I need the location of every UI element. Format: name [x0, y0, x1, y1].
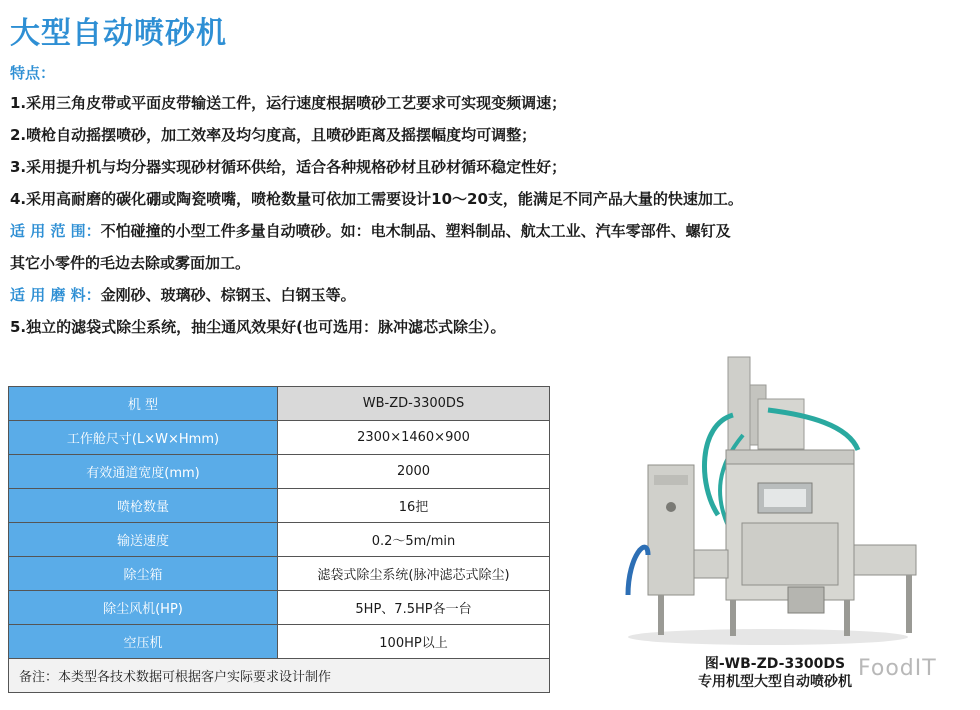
table-row: [9, 625, 550, 659]
spec-table: [8, 386, 550, 693]
table-row: [9, 387, 550, 421]
feature-3: 3.采用提升机与均分器实现砂材循环供给，适合各种规格砂材且砂材循环稳定性好；: [10, 158, 567, 176]
spec-value: 0.2～5m/min: [278, 523, 550, 557]
watermark: FoodIT: [858, 656, 937, 681]
feature-5: 5.独立的滤袋式除尘系统，抽尘通风效果好(也可选用：脉冲滤芯式除尘）。: [10, 318, 506, 336]
table-row: [9, 523, 550, 557]
machine-photo: [618, 355, 924, 647]
spec-value: WB-ZD-3300DS: [278, 387, 550, 421]
features-heading: 特点：: [10, 64, 56, 82]
table-row: [9, 489, 550, 523]
spec-value: 16把: [278, 489, 550, 523]
page-title: 大型自动喷砂机: [10, 16, 227, 51]
spec-value: 2000: [278, 455, 550, 489]
abrasive-text: 金刚砂、玻璃砂、棕钢玉、白钢玉等。: [100, 286, 356, 304]
table-row: [9, 557, 550, 591]
spec-value: 100HP以上: [278, 625, 550, 659]
spec-key: 工作舱尺寸(L×W×Hmm): [9, 421, 278, 455]
feature-4: 4.采用高耐磨的碳化硼或陶瓷喷嘴，喷枪数量可依加工需要设计10～20支，能满足不同产品大量的快速加工。: [10, 190, 743, 208]
photo-caption: [660, 655, 890, 691]
scope-text: 不怕碰撞的小型工件多量自动喷砂。如：电木制品、塑料制品、航太工业、汽车零部件、螺钉及: [100, 222, 731, 240]
table-row: [9, 455, 550, 489]
spec-key: 除尘风机(HP): [9, 591, 278, 625]
spec-value: 5HP、7.5HP各一台: [278, 591, 550, 625]
table-row: [9, 421, 550, 455]
table-note-row: [9, 659, 550, 693]
scope-label: 适 用 范 围：: [10, 222, 101, 240]
spec-value: 滤袋式除尘系统(脉冲滤芯式除尘): [278, 557, 550, 591]
caption-line-2: 专用机型大型自动喷砂机: [698, 674, 852, 690]
abrasive-line: [10, 284, 356, 305]
spec-value: 2300×1460×900: [278, 421, 550, 455]
feature-1: 1.采用三角皮带或平面皮带输送工件，运行速度根据喷砂工艺要求可实现变频调速；: [10, 94, 567, 112]
scope-text-2: 其它小零件的毛边去除或雾面加工。: [10, 254, 251, 272]
scope-line: [10, 220, 731, 241]
spec-key: 除尘箱: [9, 557, 278, 591]
spec-key: 空压机: [9, 625, 278, 659]
spec-key: 输送速度: [9, 523, 278, 557]
abrasive-label: 适 用 磨 料：: [10, 286, 101, 304]
spec-key: 喷枪数量: [9, 489, 278, 523]
feature-2: 2.喷枪自动摇摆喷砂，加工效率及均匀度高，且喷砂距离及摇摆幅度均可调整；: [10, 126, 537, 144]
spec-key: 有效通道宽度(mm): [9, 455, 278, 489]
table-note: 备注：本类型各技术数据可根据客户实际要求设计制作: [9, 659, 550, 693]
spec-key: 机 型: [9, 387, 278, 421]
caption-line-1: 图-WB-ZD-3300DS: [704, 656, 846, 672]
table-row: [9, 591, 550, 625]
